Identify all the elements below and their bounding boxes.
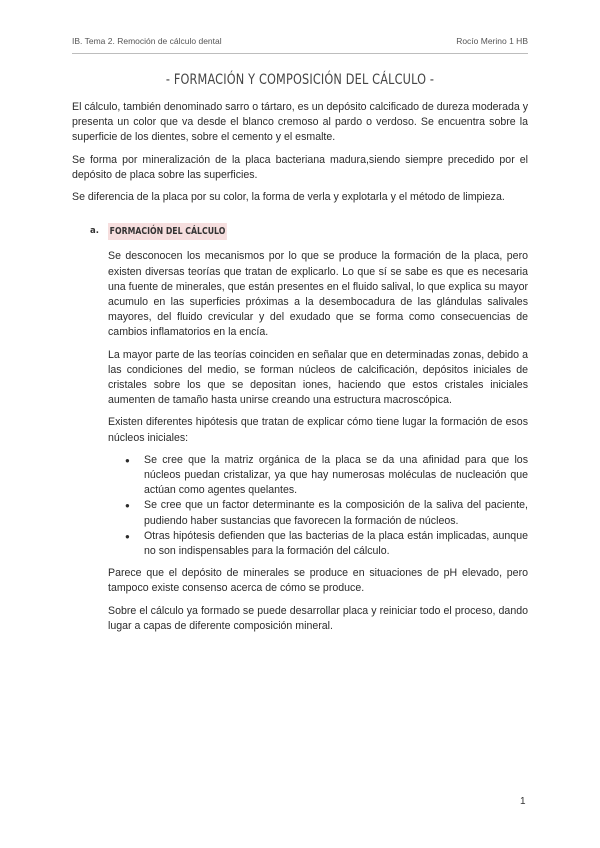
header-divider xyxy=(72,53,528,54)
closing-paragraph-1: Parece que el depósito de minerales se produce en situaciones de pH elevado, pero tampoco existe consenso acerca de cómo se produce. xyxy=(108,567,528,595)
document-title: - FORMACIÓN Y COMPOSICIÓN DEL CÁLCULO - xyxy=(165,72,435,88)
section-paragraph-2: La mayor parte de las teorías coinciden en señalar que en determinadas zonas, debido a las condiciones del medio, se forman núcleos de calcificación, depósitos iniciales de cristales sobre los que se depositan iones, haciendo que estos cristales iniciales aumenten de tamaño hasta unirse creando una estructura macroscópica. xyxy=(108,348,528,407)
section-letter: a. xyxy=(90,226,99,237)
hypothesis-list xyxy=(108,453,528,559)
list-item: ● Se cree que un factor determinante es la composición de la saliva del paciente, pudiendo haber sustancias que favorecen la formación de núcleos. xyxy=(144,498,528,528)
section-paragraph-1: Se desconocen los mecanismos por lo que se produce la formación de la placa, pero existen diversas teorías que tratan de explicarlo. Lo que sí se sabe es que es necesaria una fuente de minerales, que están presentes en el fluido salival, lo que explica su mayor acumulo en las superficies próximas a la desembocadura de las glándulas salivales mayores, del fluido crevicular y del exudado que se forma como consecuencias de cambios inflamatorios en la encía. xyxy=(108,250,528,339)
list-item: ● Se cree que la matriz orgánica de la placa se da una afinidad para que los núcleos puedan cristalizar, ya que hay numerosas moléculas de nucleación que actúan como agentes quelantes. xyxy=(144,453,528,499)
header-author: Rocío Merino 1 HB xyxy=(456,36,528,46)
list-item: ● Otras hipótesis defienden que las bacterias de la placa están implicadas, aunque no son indispensables para la formación del cálculo. xyxy=(144,529,528,559)
intro-paragraph-1: El cálculo, también denominado sarro o tártaro, es un depósito calcificado de dureza moderada y presenta un color que va desde el blanco cremoso al pardo o verdoso. Se encuentra sobre la superficie de los dientes, sobre el cemento y el esmalte. xyxy=(72,101,528,144)
section-heading xyxy=(90,223,528,240)
document-body xyxy=(72,100,528,641)
intro-paragraph-3: Se diferencia de la placa por su color, la forma de verla y explotarla y el método de limpieza. xyxy=(72,191,505,204)
closing-paragraph-2: Sobre el cálculo ya formado se puede desarrollar placa y reiniciar todo el proceso, dando lugar a capas de diferente composición mineral. xyxy=(108,604,528,632)
page-number: 1 xyxy=(520,796,526,807)
intro-paragraph-2: Se forma por mineralización de la placa bacteriana madura,siendo siempre precedido por el depósito de placa sobre las superficies. xyxy=(72,153,528,181)
header-course-title: IB. Tema 2. Remoción de cálculo dental xyxy=(72,36,222,46)
section-title: FORMACIÓN DEL CÁLCULO xyxy=(108,223,227,240)
section-paragraph-3: Existen diferentes hipótesis que tratan de explicar cómo tiene lugar la formación de esos núcleos iniciales: xyxy=(108,416,528,444)
section-body xyxy=(108,249,528,634)
page-header xyxy=(72,36,528,46)
